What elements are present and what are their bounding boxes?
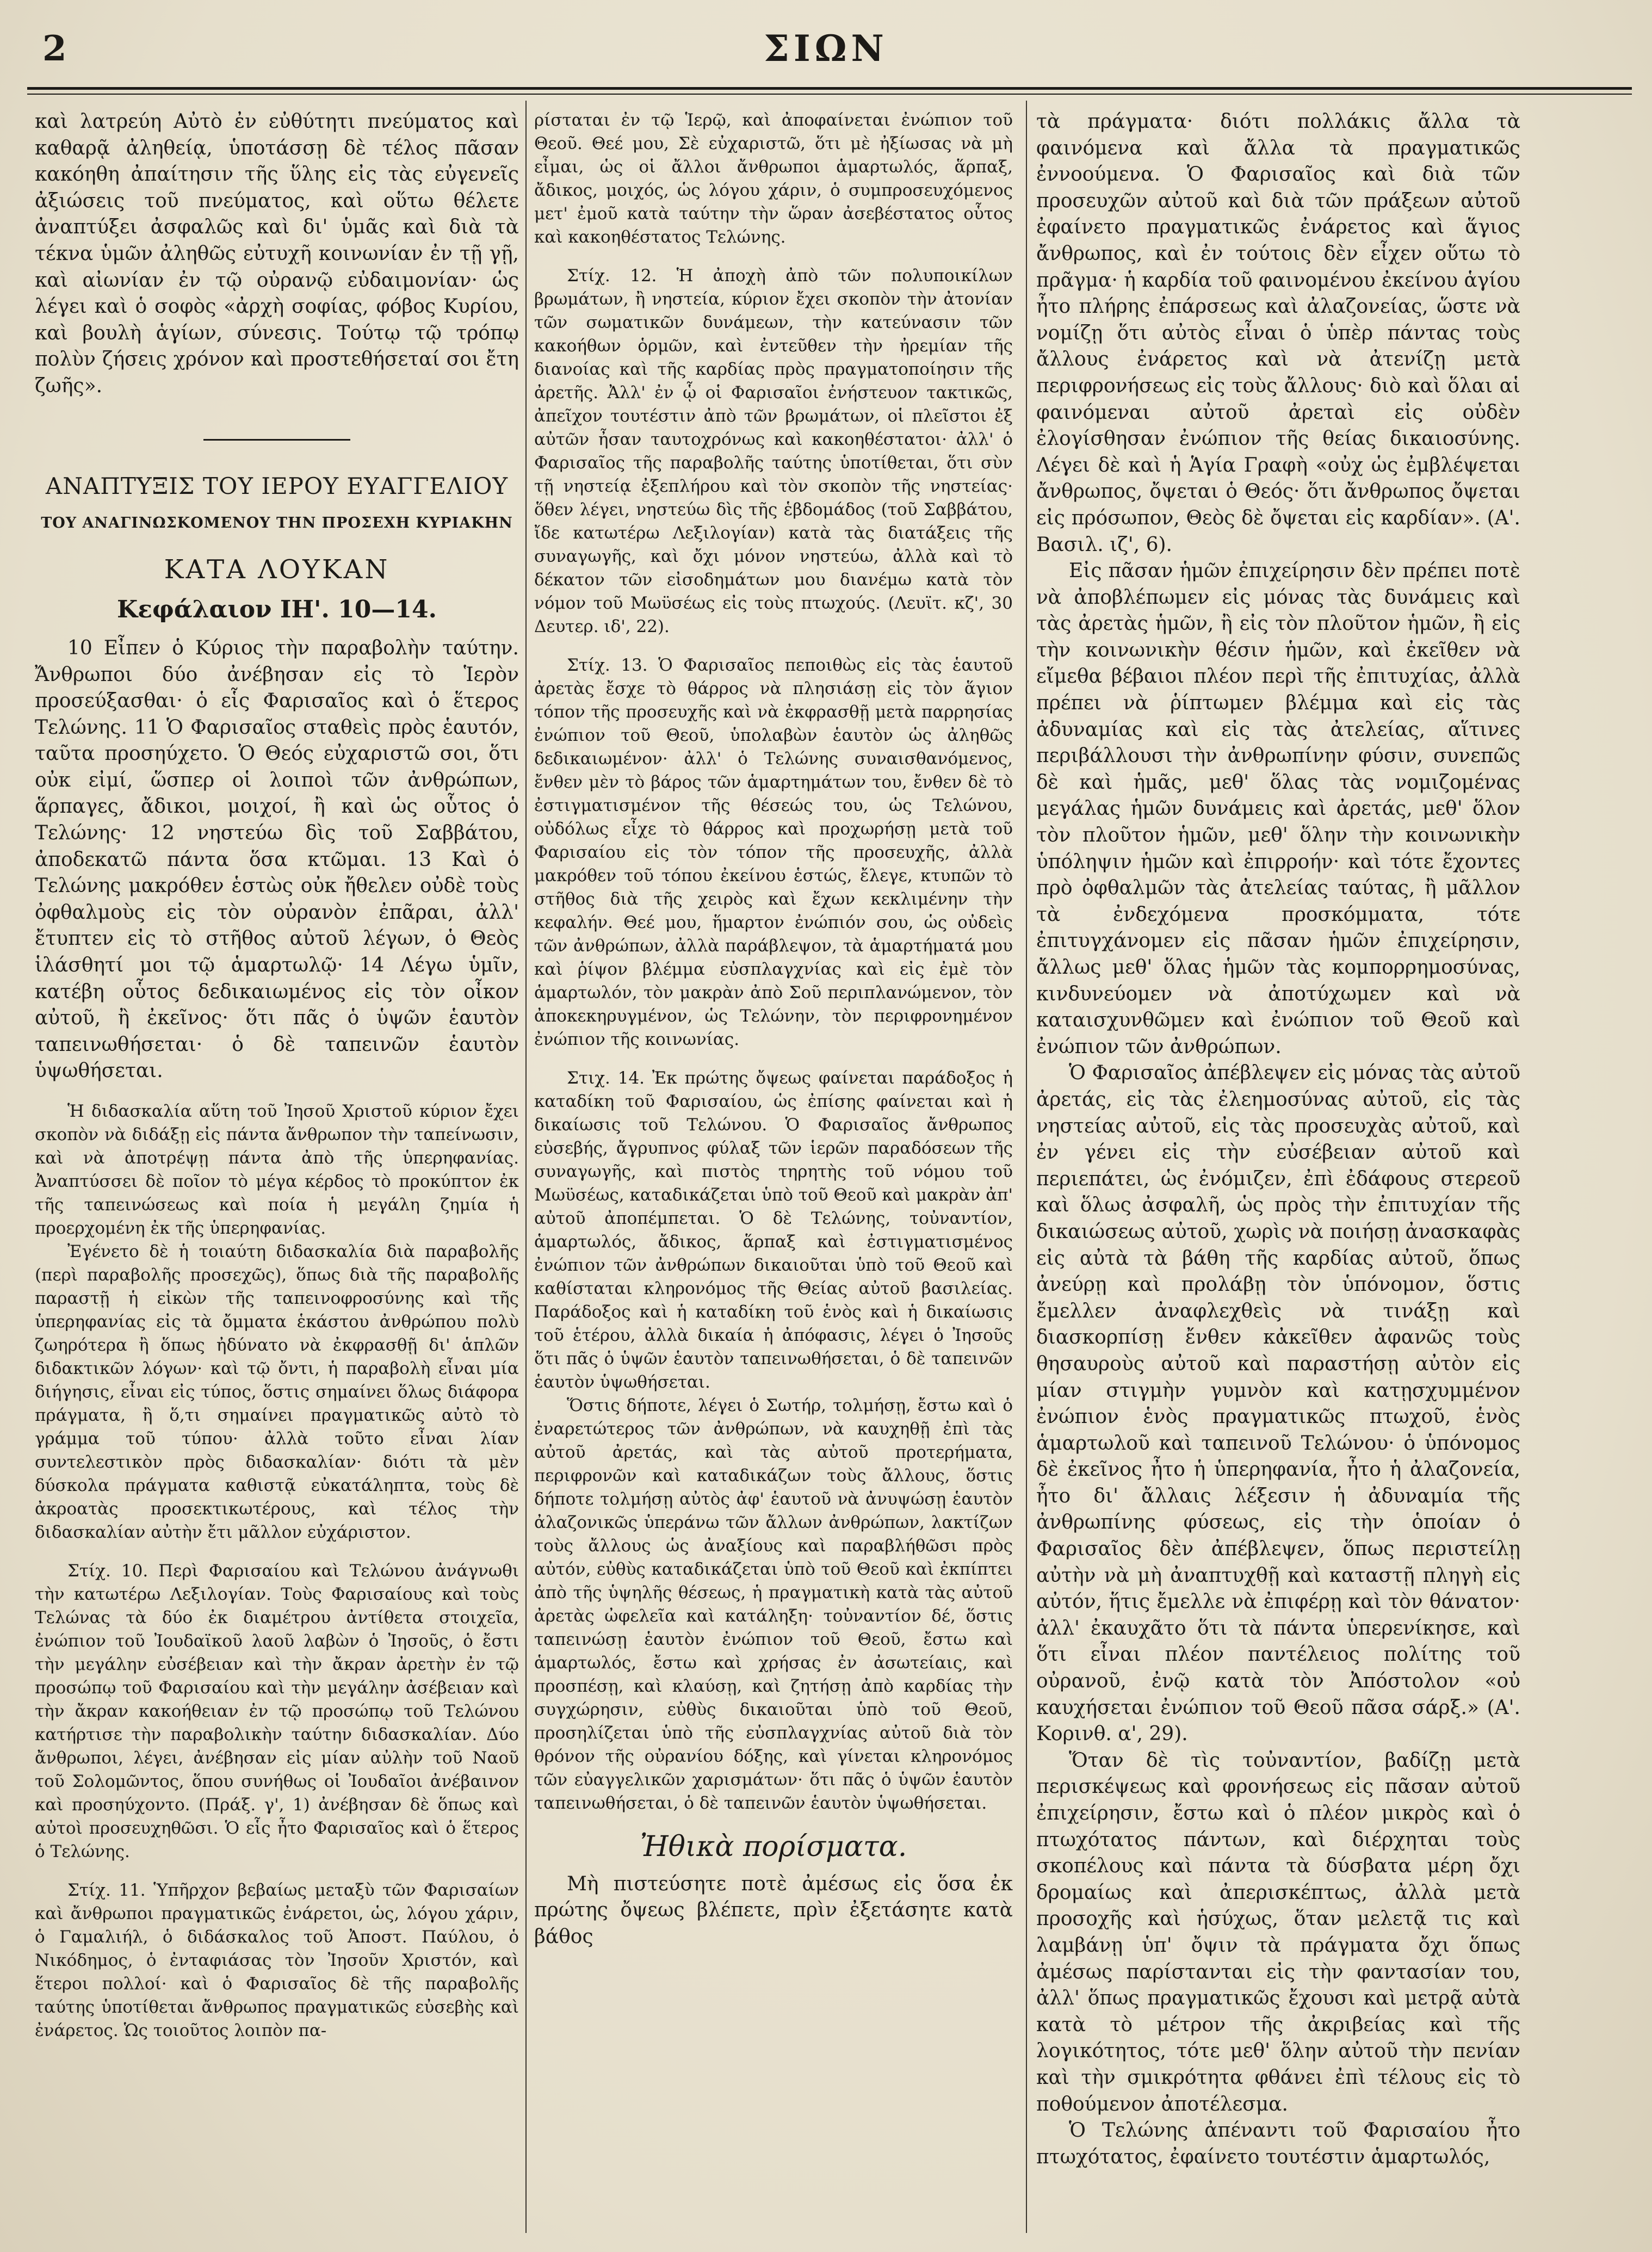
moral-conclusions-heading: Ἠθικὰ πορίσματα. <box>640 1830 907 1863</box>
article-heading: ΑΝΑΠΤΥΞΙΣ ΤΟΥ ΙΕΡΟΥ ΕΥΑΓΓΕΛΙΟΥ <box>45 472 509 499</box>
verse-commentary: Στίχ. 10. Περὶ Φαρισαίου καὶ Τελώνου ἀνάγνωθι τὴν κατωτέρω Λεξιλογίαν. Τοὺς Φαρισαίους καὶ τοὺς Τελώνας τὰ δύο ἐκ διαμέτρου ἀντίθετα στοιχεῖα, ἐνώπιον τοῦ Ἰουδαϊκοῦ λαοῦ λαβὼν ὁ Ἰησοῦς, ὁ ἔστι τὴν μεγάλην εὐσέβειαν καὶ τὴν ἄκραν ἀρετὴν ἐν τῷ προσώπῳ τοῦ Φαρισαίου καὶ τὴν μεγάλην ἀσέβειαν καὶ τὴν ἄκραν κακοήθειαν ἐν τῷ προσώπῳ τοῦ Τελώνου κατήρτισε τὴν παραβολικὴν ταύτην διδασκαλίαν. Δύο ἄνθρωποι, λέγει, ἀνέβησαν εἰς μίαν αὐλὴν τοῦ Ναοῦ τοῦ Σολομῶντος, ὅπου συνήθως οἱ Ἰουδαῖοι ἀνέβαινον καὶ προσηύχοντο. (Πράξ. γ', 1) ἀνέβησαν δὲ ὅπως καὶ αὐτοὶ προσευχηθῶσι. Ὁ εἷς ἦτο Φαρισαῖος καὶ ὁ ἕτερος ὁ Τελώνης. <box>35 1561 519 1861</box>
conclusion-paragraph: τὰ πράγματα· διότι πολλάκις ἄλλα τὰ φαινόμενα καὶ ἄλλα τὰ πραγματικῶς ἐννοούμενα. Ὁ Φαρισαῖος καὶ διὰ τῶν προσευχῶν αὐτοῦ καὶ διὰ τῶν πράξεων αὐτοῦ ἐφαίνετο πραγματικῶς ἐνάρετος καὶ ἅγιος ἄνθρωπος, καὶ ἐν τούτοις δὲν εἶχεν οὕτω τὸ πρᾶγμα· ἡ καρδία τοῦ φαινομένου ἐκείνου ἁγίου ἦτο πλήρης ἐπάρσεως καὶ ἀλαζονείας, ὥστε νὰ νομίζῃ ὅτι αὐτὸς εἶναι ὁ ὑπὲρ πάντας τοὺς ἄλλους ἐνάρετος καὶ νὰ ἀτενίζῃ μετὰ περιφρονήσεως εἰς τοὺς ἄλλους· διὸ καὶ ὅλαι αἱ φαινόμεναι αὐτοῦ ἀρεταὶ εἰς οὐδὲν ἐλογίσθησαν ἐνώπιον τῆς θείας δικαιοσύνης. Λέγει δὲ καὶ ἡ Ἁγία Γραφὴ «οὐχ ὡς ἐμβλέψεται ἄνθρωπος, ὄψεται ὁ Θεός· ὅτι ἄνθρωπος ὄψεται εἰς πρόσωπον, Θεὸς δὲ ὄψεται εἰς καρδίαν». (Α'. Βασιλ. ιζ', 6). <box>1036 110 1520 556</box>
conclusion-paragraph: Ὅταν δὲ τὶς τοὐναντίον, βαδίζῃ μετὰ περισκέψεως καὶ φρονήσεως εἰς πᾶσαν αὐτοῦ ἐπιχείρησιν, ἔστω καὶ ὁ πλέον μικρὸς καὶ ὁ πτωχότατος πάντων, καὶ διέρχηται τοὺς σκοπέλους καὶ πάντα τὰ δύσβατα μέρη ὄχι δρομαίως καὶ ἀπερισκέπτως, ἀλλὰ μετὰ προσοχῆς καὶ ἡσύχως, ὅταν μελετᾷ τις καὶ λαμβάνῃ ὑπ' ὄψιν τὰ πράγματα ὄχι ὅπως ἀμέσως παρίστανται εἰς τὴν φαντασίαν του, ἀλλ' ὅπως πραγματικῶς ἔχουσι καὶ μετρᾷ αὐτὰ κατὰ τὸ μέτρον τῆς ἀκριβείας καὶ τῆς λογικότητος, τότε μεθ' ὅλην αὐτοῦ τὴν πενίαν καὶ τὴν σμικρότητα φθάνει ἐπὶ τέλους εἰς τὸ ποθούμενον ἀποτέλεσμα. <box>1036 1749 1520 2115</box>
column-1 <box>35 109 519 2230</box>
commentary-paragraph: Ἐγένετο δὲ ἡ τοιαύτη διδασκαλία διὰ παραβολῆς (περὶ παραβολῆς προσεχῶς), ὅπως διὰ τῆς παραβολῆς παραστῇ ἡ εἰκὼν τῆς ταπεινοφροσύνης καὶ τῆς ὑπερηφανίας εἰς τὰ ὄμματα ἑκάστου ἀνθρώπου πολὺ ζωηρότερα ἢ ὅπως ἠδύνατο νὰ ἐκφρασθῇ δι' ἁπλῶν διδακτικῶν λόγων· καὶ τῷ ὄντι, ἡ παραβολὴ εἶναι μία διήγησις, εἶναι εἰς τύπος, ὅστις σημαίνει ὅλως διάφορα πράγματα, ἢ ὅ,τι σημαίνει πραγματικῶς αὐτὸ τὸ γράμμα τοῦ τύπου· ἀλλὰ τοῦτο εἶναι λίαν συντελεστικὸν πρὸς διδασκαλίαν· διότι τὰ μὲν δύσκολα πράγματα καθιστᾷ εὐκατάληπτα, τοὺς δὲ ἀκροατὰς προσεκτικωτέρους, καὶ τέλος τὴν διδασκαλίαν αὐτὴν ἔτι μᾶλλον εὐχάριστον. <box>35 1242 519 1542</box>
verse-commentary: Στίχ. 11. Ὑπῆρχον βεβαίως μεταξὺ τῶν Φαρισαίων καὶ ἄνθρωποι πραγματικῶς ἐνάρετοι, ὡς, λόγου χάριν, ὁ Γαμαλιήλ, ὁ διδάσκαλος τοῦ Ἀποστ. Παύλου, ὁ Νικόδημος, ὁ ἐνταφιάσας τὸν Ἰησοῦν Χριστόν, καὶ ἕτεροι πολλοί· καὶ ὁ Φαρισαῖος δὲ τῆς παραβολῆς ταύτης ὑποτίθεται ἄνθρωπος πραγματικῶς εὐσεβὴς καὶ ἐνάρετος. Ὡς τοιοῦτος λοιπὸν πα- <box>35 1880 519 2040</box>
header-rule-thick <box>27 87 1632 90</box>
column-2 <box>534 109 1013 2230</box>
header-rule-thin <box>27 94 1632 95</box>
conclusion-paragraph: Μὴ πιστεύσητε ποτὲ ἀμέσως εἰς ὅσα ἐκ πρώτης ὄψεως βλέπετε, πρὶν ἐξετάσητε κατὰ βάθος <box>534 1872 1013 1948</box>
verse-commentary: Στίχ. 13. Ὁ Φαρισαῖος πεποιθὼς εἰς τὰς ἑαυτοῦ ἀρετὰς ἔσχε τὸ θάρρος νὰ πλησιάσῃ εἰς τὸν ἅγιον τόπον τῆς προσευχῆς καὶ νὰ ἐκφρασθῇ μετὰ παρρησίας ἐνώπιον τοῦ Θεοῦ, ὑπολαβὼν ἑαυτὸν ὡς ἀληθῶς δεδικαιωμένον· ἀλλ' ὁ Τελώνης συναισθανόμενος, ἔνθεν μὲν τὸ βάρος τῶν ἁμαρτημάτων του, ἔνθεν δὲ τὸ ἐστιγματισμένον τῆς θέσεώς του, ὡς Τελώνου, οὐδόλως εἶχε τὸ θάρρος καὶ προχωρήσῃ μετὰ τοῦ Φαρισαίου εἰς τὸν τόπον τῆς προσευχῆς, ἀλλὰ μακρόθεν τοῦ τόπου ἐκείνου ἑστώς, ἔλεγε, κτυπῶν τὸ στῆθος διὰ τῆς χειρὸς καὶ ἔχων κεκλιμένην τὴν κεφαλήν. Θεέ μου, ἥμαρτον ἐνώπιόν σου, ὡς οὐδεὶς τῶν ἀνθρώπων, ἀλλὰ παράβλεψον, τὰ ἁμαρτήματά μου καὶ ῥίψον βλέμμα εὐσπλαγχνίας καὶ εἰς ἐμὲ τὸν ἁμαρτωλόν, τὸν μακρὰν ἀπὸ Σοῦ περιπλανώμενον, τὸν ἀποκεκηρυγμένον, ὡς Τελώνην, τὸν περιφρονημένον ἐνώπιον τῆς κοινωνίας. <box>534 655 1013 1049</box>
column-3 <box>1036 109 1520 2230</box>
intro-paragraph: καὶ λατρεύη Αὐτὸ ἐν εὐθύτητι πνεύματος καὶ καθαρᾷ ἀληθείᾳ, ὑποτάσσῃ δὲ τέλος πᾶσαν κακόηθη ἀπαίτησιν τῆς ὕλης εἰς τὰς εὐγενεῖς ἀξιώσεις τοῦ πνεύματος, καὶ οὕτω θέλετε ἀναπτύξει ἀσφαλῶς καὶ δι' ὑμᾶς καὶ διὰ τὰ τέκνα ὑμῶν ἀληθῶς εὐτυχῆ κοινωνίαν ἐν τῇ γῇ, καὶ αἰωνίαν ἐν τῷ οὐρανῷ εὐδαιμονίαν· ὡς λέγει καὶ ὁ σοφὸς «ἀρχὴ σοφίας, φόβος Κυρίου, καὶ βουλὴ ἁγίων, σύνεσις. Τούτῳ τῷ τρόπῳ πολὺν ζήσεις χρόνον καὶ προστεθήσεταί σοι ἔτη ζωῆς». <box>35 110 519 397</box>
column-divider-2 <box>1026 101 1027 2233</box>
commentary-paragraph: Ἡ διδασκαλία αὕτη τοῦ Ἰησοῦ Χριστοῦ κύριον ἔχει σκοπὸν νὰ διδάξῃ εἰς πάντα ἄνθρωπον τὴν ταπείνωσιν, καὶ νὰ ἀποτρέψῃ πάντα ἀπὸ τῆς ὑπερηφανίας. Ἀναπτύσσει δὲ ποῖον τὸ μέγα κέρδος τὸ προκύπτον ἐκ τῆς ταπεινώσεως καὶ ποία ἡ μεγάλη ζημία ἡ προερχομένη ἐκ τῆς ὑπερηφανίας. <box>35 1102 519 1238</box>
chapter-heading: Κεφάλαιον ΙΗ'. 10—14. <box>117 596 437 624</box>
page-number: 2 <box>42 28 67 69</box>
conclusion-paragraph: Ὁ Τελώνης ἀπέναντι τοῦ Φαρισαίου ἦτο πτωχότατος, ἐφαίνετο τουτέστιν ἁμαρτωλός, <box>1036 2119 1520 2168</box>
gospel-text: 10 Εἶπεν ὁ Κύριος τὴν παραβολὴν ταύτην. Ἄνθρωποι δύο ἀνέβησαν εἰς τὸ Ἱερὸν προσεύξασθαι· ὁ εἷς Φαρισαῖος καὶ ὁ ἕτερος Τελώνης. 11 Ὁ Φαρισαῖος σταθεὶς πρὸς ἑαυτόν, ταῦτα προσηύχετο. Ὁ Θεός εὐχαριστῶ σοι, ὅτι οὐκ εἰμί, ὥσπερ οἱ λοιποὶ τῶν ἀνθρώπων, ἅρπαγες, ἄδικοι, μοιχοί, ἢ καὶ ὡς οὗτος ὁ Τελώνης· 12 νηστεύω δὶς τοῦ Σαββάτου, ἀποδεκατῶ πάντα ὅσα κτῶμαι. 13 Καὶ ὁ Τελώνης μακρόθεν ἑστὼς οὐκ ἤθελεν οὐδὲ τοὺς ὀφθαλμοὺς εἰς τὸν οὐρανὸν ἐπᾶραι, ἀλλ' ἔτυπτεν εἰς τὸ στῆθος αὐτοῦ λέγων, ὁ Θεὸς ἱλάσθητί μοι τῷ ἁμαρτωλῷ· 14 Λέγω ὑμῖν, κατέβη οὗτος δεδικαιωμένος εἰς τὸν οἶκον αὐτοῦ, ἢ ἐκεῖνος· ὅτι πᾶς ὁ ὑψῶν ἑαυτὸν ταπεινωθήσεται· ὁ δὲ ταπεινῶν ἑαυτὸν ὑψωθήσεται. <box>35 636 519 1082</box>
section-separator <box>203 439 350 441</box>
gospel-name-heading: ΚΑΤΑ ΛΟΥΚΑΝ <box>164 554 390 585</box>
commentary-paragraph: Ὅστις δήποτε, λέγει ὁ Σωτήρ, τολμήσῃ, ἔστω καὶ ὁ ἐναρετώτερος τῶν ἀνθρώπων, νὰ καυχηθῇ ἐπὶ τὰς αὐτοῦ ἀρετάς, καὶ τὰς αὐτοῦ προτερήματα, περιφρονῶν καὶ καταδικάζων τοὺς ἄλλους, ὅστις δήποτε τολμήσῃ αὐτὸς ἀφ' ἑαυτοῦ νὰ ἀνυψώσῃ ἑαυτὸν ἀλαζονικῶς ὑπεράνω τῶν ἄλλων ἀνθρώπων, λακτίζων τοὺς ἄλλους ὡς ἀναξίους καὶ παραβλήθῶσι πρὸς αὐτόν, εὐθὺς καταδικάζεται ὑπὸ τοῦ Θεοῦ καὶ ἐκπίπτει ἀπὸ τῆς ὑψηλῆς θέσεως, ἡ πραγματικὴ κατὰ τὰς αὐτοῦ ἀρετὰς ὠφελεῖα καὶ κατάληξη· τοὐναντίον δέ, ὅστις ταπεινώσῃ ἑαυτὸν ἐνώπιον τοῦ Θεοῦ, ἔστω καὶ ἁμαρτωλός, ἔστω καὶ χρήσας ἐν ἀσωτείαις, καὶ προσπέσῃ, καὶ κλαύσῃ, καὶ ζητήσῃ ἀπὸ καρδίας τὴν συγχώρησιν, εὐθὺς δικαιοῦται ὑπὸ τοῦ Θεοῦ, προσηλίζεται ὑπὸ τῆς εὐσπλαγχνίας αὐτοῦ διὰ τὸν θρόνον τῆς οὐρανίου δόξης, καὶ γίνεται κληρονόμος τῶν εὐαγγελικῶν χαρισμάτων· ὅτι πᾶς ὁ ὑψῶν ἑαυτὸν ταπεινωθήσεται, ὁ δὲ ταπεινῶν ἑαυτὸν ὑψωθήσεται. <box>534 1396 1013 1813</box>
verse-commentary: Στίχ. 12. Ἡ ἀποχὴ ἀπὸ τῶν πολυποικίλων βρωμάτων, ἢ νηστεία, κύριον ἔχει σκοπὸν τὴν ἀτονίαν τῶν σωματικῶν δυνάμεων, τὴν κατεύνασιν τῶν κακοήθων ὁρμῶν, καὶ ἐντεῦθεν τὴν ἠρεμίαν τῆς διανοίας καὶ τῆς καρδίας πρὸς πραγματοποίησιν τῆς ἀρετῆς. Ἀλλ' ἐν ᾧ οἱ Φαρισαῖοι ἐνήστευον τακτικῶς, ἀπεῖχον τουτέστιν ἀπὸ τῶν βρωμάτων, οἱ πλεῖστοι ἐξ αὐτῶν ἦσαν ταυτοχρόνως καὶ κακοηθέστατοι· ἀλλ' ὁ Φαρισαῖος τῆς παραβολῆς ταύτης ὑποτίθεται, ὅτι σὺν τῇ νηστείᾳ ἐξεπλήρου καὶ τὸν σκοπὸν τῆς νηστείας· ὅθεν λέγει, νηστεύω δὶς τῆς ἑβδομάδος (τοῦ Σαββάτου, ἴδε κατωτέρω Λεξιλογίαν) κατὰ τὰς διατάξεις τῆς συναγωγῆς, καὶ ὄχι μόνον νηστεύω, ἀλλὰ καὶ τὸ δέκατον τῶν εἰσοδημάτων μου διανέμω κατὰ τὸν νόμον τοῦ Μωϋσέως εἰς τοὺς πτωχούς. (Λευϊτ. κζ', 30 Δευτερ. ιδ', 22). <box>534 266 1013 636</box>
conclusion-paragraph: Ὁ Φαρισαῖος ἀπέβλεψεν εἰς μόνας τὰς αὐτοῦ ἀρετάς, εἰς τὰς ἐλεημοσύνας αὐτοῦ, εἰς τὰς νηστείας αὐτοῦ, εἰς τὰς προσευχὰς αὐτοῦ, καὶ ἐν γένει εἰς τὴν εὐσέβειαν αὐτοῦ καὶ περιεπάτει, ὡς ἐνόμιζεν, ἐπὶ ἐδάφους στερεοῦ καὶ ὅλως ἀσφαλῆ, ὡς πρὸς τὴν ἐπιτυχίαν τῆς δικαιώσεως αὐτοῦ, χωρὶς νὰ ποιήσῃ ἀνασκαφὰς εἰς αὐτὰ τὰ βάθη τῆς καρδίας αὐτοῦ, ὅπως ἀνεύρῃ καὶ προλάβῃ τὸν ὑπόνομον, ὅστις ἔμελλεν ἀναφλεχθεὶς νὰ τινάξῃ καὶ διασκορπίσῃ ἔνθεν κἀκεῖθεν ἀφανῶς τοὺς θησαυροὺς αὐτοῦ καὶ παραστήσῃ αὐτὸν εἰς μίαν στιγμὴν γυμνὸν καὶ κατῃσχυμμένον ἐνώπιον ἑνὸς πραγματικῶς πτωχοῦ, ἑνὸς ἁμαρτωλοῦ καὶ ταπεινοῦ Τελώνου· ὁ ὑπόνομος δὲ ἐκεῖνος ἦτο ἡ ὑπερηφανία, ἦτο ἡ ἀλαζονεία, ἦτο δι' ἄλλαις λέξεσιν ἡ ἀδυναμία τῆς ἀνθρωπίνης φύσεως, εἰς τὴν ὁποίαν ὁ Φαρισαῖος δὲν ἀπέβλεψεν, ὅπως περιστείλῃ αὐτὴν νὰ μὴ ἀναπτυχθῇ καὶ καταστῇ πληγὴ εἰς αὐτόν, ἥτις ἔμελλε νὰ ἐπιφέρῃ καὶ τὸν θάνατον· ἀλλ' ἐκαυχᾶτο ὅτι τὰ πάντα ὑπερενίκησε, καὶ ὅτι εἶναι πλέον παντέλειος πολίτης τοῦ οὐρανοῦ, ἐνῷ κατὰ τὸν Ἀπόστολον «οὐ καυχήσεται ἐνώπιον τοῦ Θεοῦ πᾶσα σάρξ.» (Α'. Κορινθ. α', 29). <box>1036 1062 1520 1746</box>
column-divider-1 <box>525 101 527 2233</box>
masthead-title: ΣΙΩΝ <box>764 27 888 70</box>
conclusion-paragraph: Εἰς πᾶσαν ἡμῶν ἐπιχείρησιν δὲν πρέπει ποτὲ νὰ ἀποβλέπωμεν εἰς μόνας τὰς δυνάμεις καὶ τὰς ἀρετὰς ἡμῶν, ἢ εἰς τὸν πλοῦτον ἡμῶν, ἢ εἰς τὴν κοινωνικὴν θέσιν ἡμῶν, καὶ ἐκεῖθεν νὰ εἴμεθα βέβαιοι πλέον περὶ τῆς ἐπιτυχίας, ἀλλὰ πρέπει νὰ ῥίπτωμεν βλέμμα καὶ εἰς τὰς ἀδυναμίας καὶ εἰς τὰς ἀτελείας, αἵτινες περιβάλλουσι τὴν ἀνθρωπίνην φύσιν, συνεπῶς δὲ καὶ ἡμᾶς, μεθ' ὅλας τὰς νομιζομένας μεγάλας ἡμῶν δυνάμεις καὶ ἀρετάς, μεθ' ὅλον τὸν πλοῦτον ἡμῶν, μεθ' ὅλην τὴν κοινωνικὴν ὑπόληψιν ἡμῶν καὶ ἐπιρροήν· καὶ τότε ἔχοντες πρὸ ὀφθαλμῶν τὰς ἀτελείας ταύτας, ἢ μᾶλλον τὰ ἐνδεχόμενα προσκόμματα, τότε ἐπιτυγχάνομεν εἰς πᾶσαν ἡμῶν ἐπιχείρησιν, ἄλλως μεθ' ὅλας ἡμῶν τὰς κομπορρημοσύνας, κινδυνεύομεν νὰ ἀποτύχωμεν καὶ νὰ καταισχυνθῶμεν καὶ ἐνώπιον τοῦ Θεοῦ καὶ ἐνώπιον τῶν ἀνθρώπων. <box>1036 560 1520 1058</box>
verse-commentary: Στιχ. 14. Ἐκ πρώτης ὄψεως φαίνεται παράδοξος ἡ καταδίκη τοῦ Φαρισαίου, ὡς ἐπίσης φαίνεται καὶ ἡ δικαίωσις τοῦ Τελώνου. Ὁ Φαρισαῖος ἄνθρωπος εὐσεβής, ἄγρυπνος φύλαξ τῶν ἱερῶν παραδόσεων τῆς συναγωγῆς, καὶ πιστὸς τηρητὴς τοῦ νόμου τοῦ Μωϋσέως, καταδικάζεται ὑπὸ τοῦ Θεοῦ καὶ μακρὰν ἀπ' αὐτοῦ ἀποπέμπεται. Ὁ δὲ Τελώνης, τοὐναντίον, ἁμαρτωλός, ἄδικος, ἅρπαξ καὶ ἐστιγματισμένος ἐνώπιον τῶν ἀνθρώπων δικαιοῦται ὑπὸ τοῦ Θεοῦ καὶ καθίσταται κληρονόμος τῆς Θείας αὐτοῦ βασιλείας. Παράδοξος καὶ ἡ καταδίκη τοῦ ἑνὸς καὶ ἡ δικαίωσις τοῦ ἑτέρου, ἀλλὰ δικαία ἡ ἀπόφασις, λέγει ὁ Ἰησοῦς ὅτι πᾶς ὁ ὑψῶν ἑαυτὸν ταπεινωθήσεται, ὁ δὲ ταπεινῶν ἑαυτὸν ὑψωθήσεται. <box>534 1068 1013 1392</box>
verse-commentary: ρίσταται ἐν τῷ Ἱερῷ, καὶ ἀποφαίνεται ἐνώπιον τοῦ Θεοῦ. Θεέ μου, Σὲ εὐχαριστῶ, ὅτι μὲ ἠξίωσας νὰ μὴ εἶμαι, ὡς οἱ ἄλλοι ἄνθρωποι ἁμαρτωλός, ἅρπαξ, ἄδικος, μοιχός, ὡς λόγου χάριν, ὁ συμπροσευχόμενος μετ' ἐμοῦ κατὰ ταύτην τὴν ὥραν ἀσεβέστατος οὗτος καὶ κακοηθέστατος Τελώνης. <box>534 110 1013 247</box>
article-subheading: ΤΟΥ ΑΝΑΓΙΝΩΣΚΟΜΕΝΟΥ ΤΗΝ ΠΡΟΣΕΧΗ ΚΥΡΙΑΚΗΝ <box>41 515 513 532</box>
